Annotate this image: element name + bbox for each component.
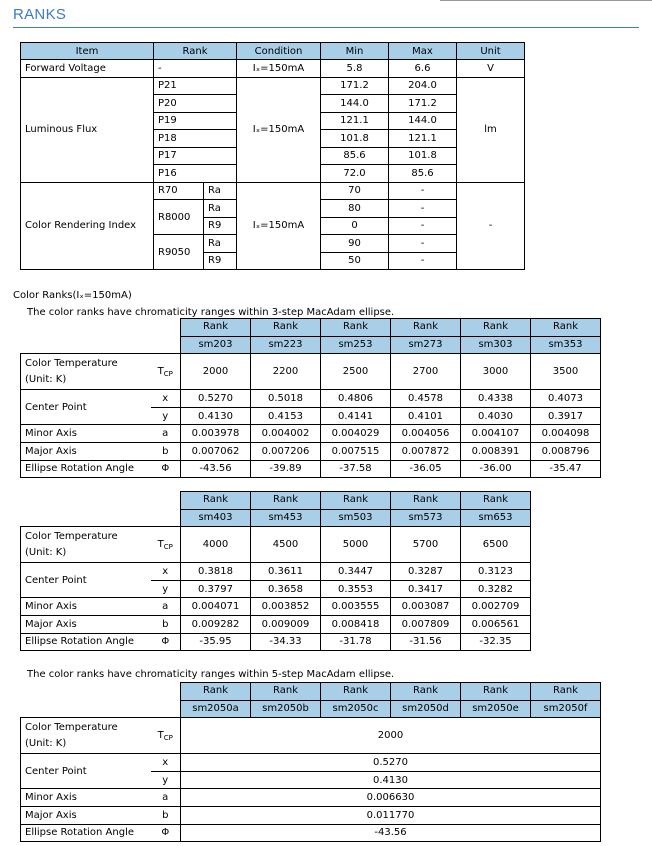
tcp-main: T — [157, 729, 164, 741]
phi-value: -31.56 — [391, 633, 461, 651]
a-value: 0.003555 — [321, 598, 391, 616]
tcp-value: 5000 — [321, 527, 391, 563]
y-value: 0.4153 — [251, 407, 321, 425]
b-value: 0.008418 — [321, 615, 391, 633]
a-value: 0.004098 — [531, 425, 601, 443]
y-symbol: y — [151, 580, 181, 598]
lf-rank: P18 — [154, 130, 237, 148]
x-value: 0.5018 — [251, 390, 321, 408]
y-value: 0.4130 — [181, 771, 601, 789]
cri-max: - — [389, 252, 457, 270]
tcp-value: 2500 — [321, 354, 391, 390]
tcp-value: 3500 — [531, 354, 601, 390]
tcp-main: T — [157, 538, 164, 550]
tcp-value: 3000 — [461, 354, 531, 390]
a-value: 0.006630 — [181, 789, 601, 807]
lf-rank: P20 — [154, 95, 237, 113]
phi-value: -36.00 — [461, 460, 531, 478]
tcp-sub: CP — [163, 369, 173, 378]
cri-rank: R8000 — [154, 200, 204, 235]
lf-max: 204.0 — [389, 77, 457, 95]
lf-min: 85.6 — [321, 147, 389, 165]
rank-code: sm273 — [391, 336, 461, 354]
a-value: 0.004056 — [391, 425, 461, 443]
phi-value: -31.78 — [321, 633, 391, 651]
rank-code: sm403 — [181, 509, 251, 527]
cri-condition: Iₓ=150mA — [237, 182, 321, 270]
rank-code: sm203 — [181, 336, 251, 354]
color-temp-line1: Color Temperature — [25, 721, 118, 733]
header-condition: Condition — [237, 43, 321, 60]
y-value: 0.4130 — [181, 407, 251, 425]
y-symbol: y — [151, 771, 181, 789]
a-value: 0.004002 — [251, 425, 321, 443]
y-value: 0.4101 — [391, 407, 461, 425]
rank-label: Rank — [391, 492, 461, 510]
minor-axis-label: Minor Axis — [21, 789, 151, 807]
color-ranks-title: Color Ranks(Iₓ=150mA) — [13, 290, 132, 301]
tcp-value: 5700 — [391, 527, 461, 563]
b-value: 0.011770 — [181, 806, 601, 824]
spacer — [21, 492, 181, 510]
header-min: Min — [321, 43, 389, 60]
phi-value: -35.47 — [531, 460, 601, 478]
b-value: 0.009009 — [251, 615, 321, 633]
rotation-label: Ellipse Rotation Angle — [21, 460, 151, 478]
rank-label: Rank — [251, 319, 321, 337]
x-value: 0.4578 — [391, 390, 461, 408]
rank-code: sm2050d — [391, 700, 461, 718]
phi-value: -43.56 — [181, 824, 601, 842]
color-rank-table-c — [20, 682, 601, 842]
lf-rank: P16 — [154, 165, 237, 183]
tcp-symbol — [151, 527, 181, 563]
a-value: 0.004029 — [321, 425, 391, 443]
a-value: 0.002709 — [461, 598, 531, 616]
phi-value: -32.35 — [461, 633, 531, 651]
x-value: 0.4073 — [531, 390, 601, 408]
title-underline — [13, 27, 639, 28]
b-symbol: b — [151, 806, 181, 824]
color-temp-label — [21, 718, 151, 754]
spacer — [21, 336, 181, 354]
x-value: 0.3611 — [251, 563, 321, 581]
y-value: 0.3282 — [461, 580, 531, 598]
y-value: 0.3797 — [181, 580, 251, 598]
y-value: 0.3917 — [531, 407, 601, 425]
x-symbol: x — [151, 390, 181, 408]
x-value: 0.4338 — [461, 390, 531, 408]
tcp-value: 2200 — [251, 354, 321, 390]
lf-min: 72.0 — [321, 165, 389, 183]
rank-code: sm353 — [531, 336, 601, 354]
color-temp-line1: Color Temperature — [25, 357, 118, 369]
b-value: 0.006561 — [461, 615, 531, 633]
cri-item: Color Rendering Index — [21, 182, 154, 270]
cri-sub: Ra — [204, 200, 237, 218]
cri-rank: R9050 — [154, 235, 204, 270]
note-3step: The color ranks have chromaticity ranges within 3-step MacAdam ellipse. — [27, 307, 395, 318]
lf-max: 144.0 — [389, 112, 457, 130]
y-value: 0.3553 — [321, 580, 391, 598]
cri-rank: R70 — [154, 182, 204, 200]
x-value: 0.5270 — [181, 754, 601, 772]
rank-label: Rank — [461, 319, 531, 337]
lf-rank: P19 — [154, 112, 237, 130]
phi-symbol: Φ — [151, 460, 181, 478]
rank-code: sm2050c — [321, 700, 391, 718]
phi-value: -34.33 — [251, 633, 321, 651]
major-axis-label: Major Axis — [21, 615, 151, 633]
tcp-value: 4500 — [251, 527, 321, 563]
header-max: Max — [389, 43, 457, 60]
phi-value: -37.58 — [321, 460, 391, 478]
rank-code: sm253 — [321, 336, 391, 354]
cri-unit: - — [457, 182, 525, 270]
rank-label: Rank — [531, 683, 601, 701]
cri-max: - — [389, 217, 457, 235]
tcp-symbol — [151, 718, 181, 754]
center-point-label: Center Point — [21, 754, 151, 789]
center-point-label: Center Point — [21, 390, 151, 425]
a-value: 0.003852 — [251, 598, 321, 616]
rank-label: Rank — [321, 492, 391, 510]
lf-unit: lm — [457, 77, 525, 182]
rank-label: Rank — [391, 319, 461, 337]
lf-min: 121.1 — [321, 112, 389, 130]
lf-max: 85.6 — [389, 165, 457, 183]
lf-item: Luminous Flux — [21, 77, 154, 182]
lf-max: 171.2 — [389, 95, 457, 113]
rank-code: sm303 — [461, 336, 531, 354]
tcp-sub: CP — [163, 542, 173, 551]
a-symbol: a — [151, 598, 181, 616]
tcp-value: 2000 — [181, 718, 601, 754]
note-5step: The color ranks have chromaticity ranges within 5-step MacAdam ellipse. — [27, 669, 395, 680]
y-value: 0.3417 — [391, 580, 461, 598]
color-temp-line2: (Unit: K) — [25, 546, 67, 558]
minor-axis-label: Minor Axis — [21, 425, 151, 443]
b-value: 0.007062 — [181, 442, 251, 460]
y-symbol: y — [151, 407, 181, 425]
major-axis-label: Major Axis — [21, 806, 151, 824]
spacer — [21, 509, 181, 527]
tcp-value: 2000 — [181, 354, 251, 390]
lf-max: 101.8 — [389, 147, 457, 165]
b-value: 0.007206 — [251, 442, 321, 460]
color-rank-table-b — [20, 491, 531, 651]
x-value: 0.3123 — [461, 563, 531, 581]
x-value: 0.3287 — [391, 563, 461, 581]
header-rank: Rank — [154, 43, 237, 60]
phi-value: -35.95 — [181, 633, 251, 651]
cri-sub: Ra — [204, 235, 237, 253]
color-temp-line2: (Unit: K) — [25, 737, 67, 749]
b-value: 0.009282 — [181, 615, 251, 633]
top-rule — [440, 0, 652, 1]
tcp-value: 6500 — [461, 527, 531, 563]
b-value: 0.007809 — [391, 615, 461, 633]
cri-min: 50 — [321, 252, 389, 270]
header-unit: Unit — [457, 43, 525, 60]
y-value: 0.4141 — [321, 407, 391, 425]
lf-condition: Iₓ=150mA — [237, 77, 321, 182]
header-item: Item — [21, 43, 154, 60]
y-value: 0.3658 — [251, 580, 321, 598]
fv-item: Forward Voltage — [21, 60, 154, 78]
a-value: 0.004071 — [181, 598, 251, 616]
rank-label: Rank — [461, 683, 531, 701]
rank-label: Rank — [251, 683, 321, 701]
color-temp-line1: Color Temperature — [25, 530, 118, 542]
lf-rank: P17 — [154, 147, 237, 165]
rank-label: Rank — [391, 683, 461, 701]
cri-sub: R9 — [204, 217, 237, 235]
rank-label: Rank — [531, 319, 601, 337]
tcp-symbol — [151, 354, 181, 390]
color-temp-label — [21, 527, 151, 563]
cri-max: - — [389, 182, 457, 200]
a-value: 0.003978 — [181, 425, 251, 443]
lf-max: 121.1 — [389, 130, 457, 148]
cri-sub: R9 — [204, 252, 237, 270]
a-value: 0.003087 — [391, 598, 461, 616]
rank-code: sm503 — [321, 509, 391, 527]
tcp-sub: CP — [163, 733, 173, 742]
fv-condition: Iₓ=150mA — [237, 60, 321, 78]
rank-code: sm2050f — [531, 700, 601, 718]
phi-symbol: Φ — [151, 633, 181, 651]
ranks-table — [20, 42, 525, 270]
color-temp-line2: (Unit: K) — [25, 373, 67, 385]
rank-label: Rank — [181, 683, 251, 701]
center-point-label: Center Point — [21, 563, 151, 598]
color-rank-table-a — [20, 318, 601, 478]
phi-value: -36.05 — [391, 460, 461, 478]
color-temp-label — [21, 354, 151, 390]
a-symbol: a — [151, 789, 181, 807]
a-symbol: a — [151, 425, 181, 443]
fv-rank: - — [154, 60, 237, 78]
spacer — [21, 683, 181, 701]
x-value: 0.5270 — [181, 390, 251, 408]
rank-label: Rank — [461, 492, 531, 510]
b-symbol: b — [151, 615, 181, 633]
fv-unit: V — [457, 60, 525, 78]
rank-label: Rank — [181, 319, 251, 337]
b-symbol: b — [151, 442, 181, 460]
minor-axis-label: Minor Axis — [21, 598, 151, 616]
cri-min: 70 — [321, 182, 389, 200]
tcp-main: T — [157, 365, 164, 377]
rank-code: sm653 — [461, 509, 531, 527]
b-value: 0.007872 — [391, 442, 461, 460]
cri-max: - — [389, 200, 457, 218]
phi-value: -43.56 — [181, 460, 251, 478]
rank-code: sm573 — [391, 509, 461, 527]
cri-sub: Ra — [204, 182, 237, 200]
cri-max: - — [389, 235, 457, 253]
rank-code: sm2050e — [461, 700, 531, 718]
page-title: RANKS — [13, 6, 67, 23]
spacer — [21, 700, 181, 718]
rank-label: Rank — [321, 683, 391, 701]
lf-min: 101.8 — [321, 130, 389, 148]
rank-code: sm2050b — [251, 700, 321, 718]
tcp-value: 2700 — [391, 354, 461, 390]
rank-code: sm2050a — [181, 700, 251, 718]
rank-label: Rank — [321, 319, 391, 337]
rotation-label: Ellipse Rotation Angle — [21, 824, 151, 842]
lf-min: 171.2 — [321, 77, 389, 95]
x-value: 0.4806 — [321, 390, 391, 408]
x-symbol: x — [151, 754, 181, 772]
b-value: 0.008391 — [461, 442, 531, 460]
a-value: 0.004107 — [461, 425, 531, 443]
rank-code: sm223 — [251, 336, 321, 354]
b-value: 0.008796 — [531, 442, 601, 460]
fv-min: 5.8 — [321, 60, 389, 78]
cri-min: 0 — [321, 217, 389, 235]
major-axis-label: Major Axis — [21, 442, 151, 460]
tcp-value: 4000 — [181, 527, 251, 563]
spacer — [21, 319, 181, 337]
rank-code: sm453 — [251, 509, 321, 527]
cri-min: 90 — [321, 235, 389, 253]
lf-min: 144.0 — [321, 95, 389, 113]
x-value: 0.3447 — [321, 563, 391, 581]
fv-max: 6.6 — [389, 60, 457, 78]
y-value: 0.4030 — [461, 407, 531, 425]
cri-min: 80 — [321, 200, 389, 218]
rank-label: Rank — [181, 492, 251, 510]
lf-rank: P21 — [154, 77, 237, 95]
x-value: 0.3818 — [181, 563, 251, 581]
rank-label: Rank — [251, 492, 321, 510]
b-value: 0.007515 — [321, 442, 391, 460]
rotation-label: Ellipse Rotation Angle — [21, 633, 151, 651]
phi-symbol: Φ — [151, 824, 181, 842]
x-symbol: x — [151, 563, 181, 581]
phi-value: -39.89 — [251, 460, 321, 478]
